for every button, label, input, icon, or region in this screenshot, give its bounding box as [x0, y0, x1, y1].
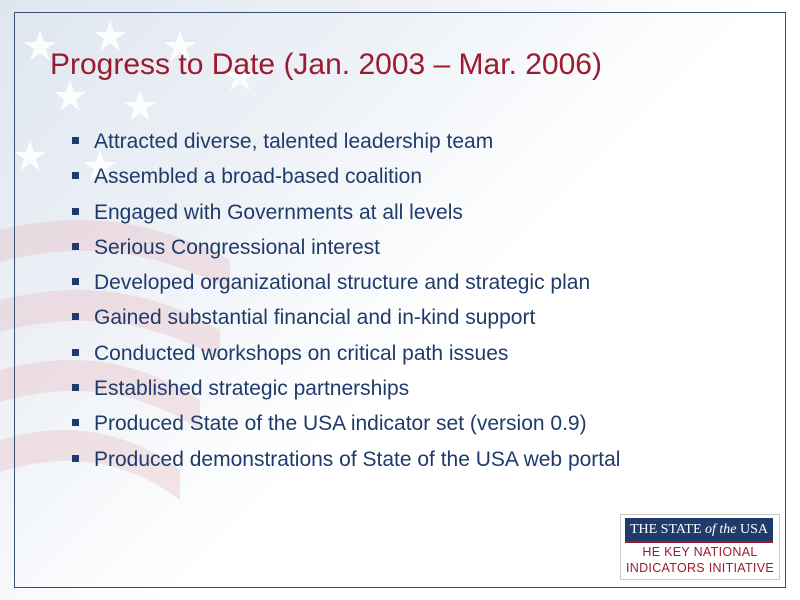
bullet-square-icon [72, 137, 79, 144]
bullet-text: Gained substantial financial and in-kind support [94, 306, 536, 330]
bullet-item [70, 371, 620, 406]
slide-title: Progress to Date (Jan. 2003 – Mar. 2006) [50, 48, 602, 81]
bullet-square-icon [72, 384, 79, 391]
bullet-text: Attracted diverse, talented leadership team [94, 130, 494, 153]
bullet-item [70, 124, 620, 159]
bullet-square-icon [72, 278, 79, 285]
bullet-item [70, 442, 620, 477]
bullet-text: Established strategic partnerships [94, 377, 410, 401]
bullet-item [70, 159, 620, 194]
bullet-item [70, 265, 620, 300]
bullet-item [70, 406, 620, 441]
bullet-square-icon [72, 349, 79, 356]
logo-line-2: INDICATORS INITIATIVE [626, 561, 774, 575]
bullet-text: Produced State of the USA indicator set (version 0.9) [94, 412, 587, 436]
bullet-item [70, 195, 620, 230]
bullet-text: Produced demonstrations of State of the USA web portal [94, 447, 621, 471]
bullet-text: Engaged with Governments at all levels [94, 200, 463, 224]
bullet-item [70, 300, 620, 335]
bullet-square-icon [72, 172, 79, 179]
bullet-square-icon [72, 243, 79, 250]
bullet-item [70, 230, 620, 265]
bullet-text: Conducted workshops on critical path issues [94, 341, 509, 365]
logo-line-1: HE KEY NATIONAL [642, 545, 758, 559]
bullet-square-icon [72, 313, 79, 320]
bullet-list [70, 124, 620, 477]
bullet-square-icon [72, 208, 79, 215]
state-of-the-usa-logo [620, 514, 780, 580]
bullet-square-icon [72, 455, 79, 462]
logo-banner: THE STATE of the USA [625, 518, 773, 543]
bullet-square-icon [72, 419, 79, 426]
bullet-text: Serious Congressional interest [94, 235, 380, 259]
bullet-item [70, 336, 620, 371]
bullet-text: Assembled a broad-based coalition [94, 165, 423, 189]
bullet-text: Developed organizational structure and strategic plan [94, 271, 591, 295]
